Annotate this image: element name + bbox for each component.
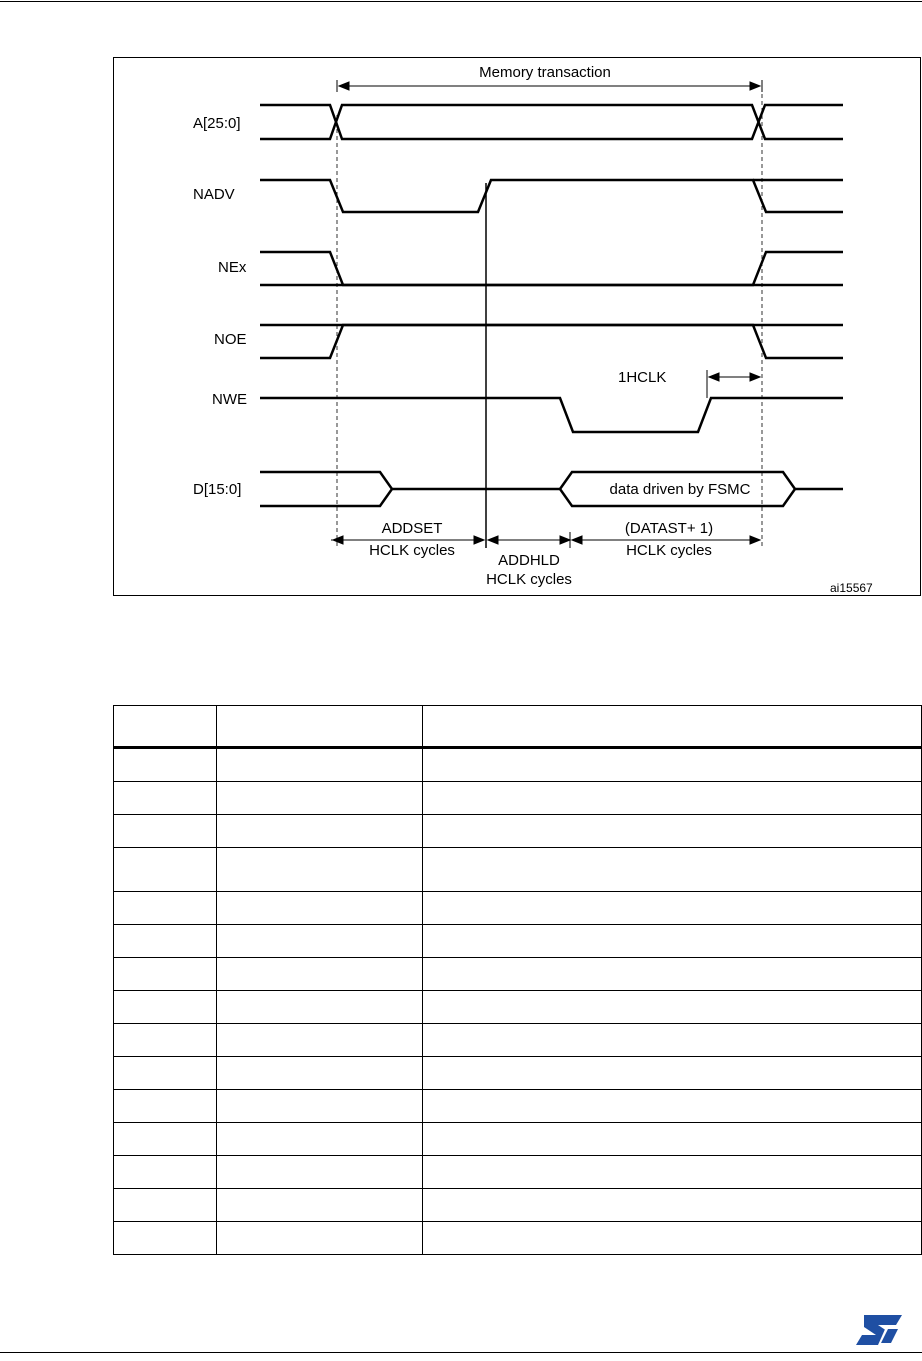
table-cell [114, 958, 217, 991]
table-cell [217, 815, 423, 848]
table-cell [217, 1057, 423, 1090]
reference-dashed-lines [337, 80, 762, 548]
table-cell [217, 958, 423, 991]
data-bus-left [260, 472, 392, 506]
datast-label-1: (DATAST+ 1) [624, 520, 714, 537]
table-row [114, 1057, 922, 1090]
table-cell [217, 1024, 423, 1057]
addhld-label-2: HCLK cycles [486, 571, 572, 588]
table-row [114, 815, 922, 848]
table-cell [114, 1024, 217, 1057]
table-cell [423, 958, 922, 991]
table-cell [217, 848, 423, 892]
table-cell [217, 1123, 423, 1156]
table-cell [423, 1156, 922, 1189]
table-cell [217, 1156, 423, 1189]
table-cell [423, 1057, 922, 1090]
table-cell [114, 1123, 217, 1156]
data-driven-label: data driven by FSMC [609, 481, 751, 498]
table-cell [217, 1090, 423, 1123]
signal-label-noe: NOE [214, 331, 247, 348]
table-cell [114, 848, 217, 892]
header-cell [114, 706, 217, 748]
signal-label-nwe: NWE [212, 391, 247, 408]
one-hclk-label: 1HCLK [618, 369, 667, 386]
table-row [114, 1156, 922, 1189]
nwe-waveform [260, 398, 843, 432]
table-cell [114, 1057, 217, 1090]
bottom-rule [0, 1352, 922, 1353]
signal-label-nex: NEx [218, 259, 247, 276]
table-cell [114, 1090, 217, 1123]
table-cell [423, 991, 922, 1024]
table-cell [423, 1123, 922, 1156]
table-cell [423, 815, 922, 848]
table-cell [114, 1189, 217, 1222]
table-cell [423, 748, 922, 782]
signal-label-nadv: NADV [193, 186, 235, 203]
table-row [114, 1123, 922, 1156]
memory-transaction-arrow [337, 80, 762, 92]
table-cell [114, 1156, 217, 1189]
table-cell [114, 892, 217, 925]
header-cell [423, 706, 922, 748]
noe-waveform [260, 325, 843, 358]
table-cell [423, 782, 922, 815]
table-cell [217, 925, 423, 958]
table-header-row [114, 706, 922, 748]
table-row [114, 1024, 922, 1057]
datast-label-2: HCLK cycles [626, 542, 712, 559]
st-logo-icon [856, 1313, 904, 1347]
table-cell [217, 892, 423, 925]
table-row [114, 1222, 922, 1255]
table-cell [114, 925, 217, 958]
table-row [114, 782, 922, 815]
address-waveform [260, 105, 843, 139]
one-hclk-arrow [707, 370, 760, 398]
table-cell [217, 782, 423, 815]
addset-label-1: ADDSET [381, 520, 443, 537]
table-cell [114, 1222, 217, 1255]
table-cell [423, 848, 922, 892]
table-cell [114, 991, 217, 1024]
addhld-label-1: ADDHLD [498, 552, 560, 569]
header-cell [217, 706, 423, 748]
addset-label-2: HCLK cycles [369, 542, 455, 559]
figure-id-label: ai15567 [830, 581, 873, 595]
table-cell [217, 991, 423, 1024]
table-cell [114, 748, 217, 782]
table-row [114, 748, 922, 782]
table-row [114, 925, 922, 958]
table-cell [114, 815, 217, 848]
table-cell [423, 1189, 922, 1222]
register-table [113, 705, 922, 1255]
table-cell [423, 1024, 922, 1057]
table-row [114, 991, 922, 1024]
table-cell [217, 1222, 423, 1255]
table-cell [217, 748, 423, 782]
nadv-waveform [260, 180, 843, 212]
table-cell [423, 892, 922, 925]
table-row [114, 892, 922, 925]
table-cell [423, 925, 922, 958]
nex-waveform [260, 252, 843, 285]
table-row [114, 1090, 922, 1123]
table-cell [423, 1090, 922, 1123]
table-cell [217, 1189, 423, 1222]
signal-label-data: D[15:0] [193, 481, 242, 498]
table-cell [114, 782, 217, 815]
table-row [114, 1189, 922, 1222]
table-row [114, 958, 922, 991]
signal-label-address: A[25:0] [193, 115, 241, 132]
table-cell [423, 1222, 922, 1255]
memory-transaction-label: Memory transaction [479, 64, 611, 81]
table-row [114, 848, 922, 892]
